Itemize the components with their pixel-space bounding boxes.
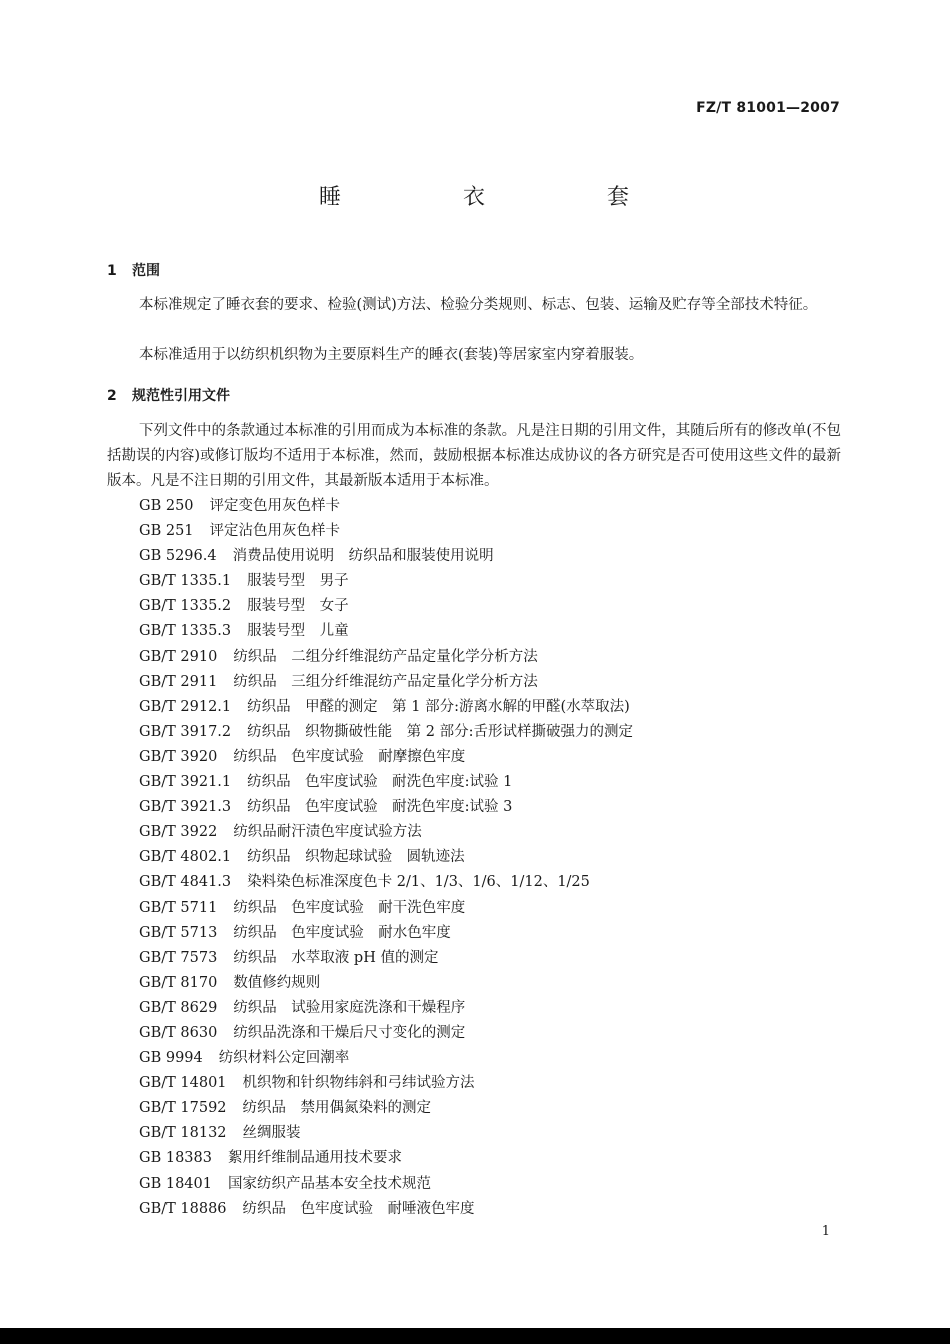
reference-item xyxy=(139,820,633,845)
reference-code: GB/T 14801 xyxy=(139,1075,227,1092)
reference-title: 絮用纤维制品通用技术要求 xyxy=(227,1150,402,1167)
reference-code: GB/T 7573 xyxy=(139,949,218,966)
reference-item xyxy=(139,594,633,619)
reference-title: 纺织品 二组分纤维混纺产品定量化学分析方法 xyxy=(233,648,538,665)
reference-title: 纺织品 色牢度试验 耐干洗色牢度 xyxy=(233,899,466,916)
reference-title: 纺织品 色牢度试验 耐洗色牢度:试验 3 xyxy=(247,799,513,816)
reference-code: GB/T 3921.1 xyxy=(139,774,232,791)
reference-title: 机织物和针织物纬斜和弓纬试验方法 xyxy=(242,1075,475,1092)
reference-code: GB/T 8629 xyxy=(139,999,218,1016)
reference-item xyxy=(139,770,633,795)
reference-item xyxy=(139,1096,633,1121)
paragraph-text: 本标准适用于以纺织机织物为主要原料生产的睡衣(套装)等居家室内穿着服装。 xyxy=(139,347,644,363)
reference-code: GB/T 5713 xyxy=(139,924,218,941)
reference-item xyxy=(139,1021,633,1046)
reference-title: 服装号型 儿童 xyxy=(247,623,349,640)
reference-code: GB/T 2911 xyxy=(139,673,218,690)
reference-title: 服装号型 女子 xyxy=(247,598,349,615)
reference-item xyxy=(139,745,633,770)
reference-code: GB/T 3921.3 xyxy=(139,799,232,816)
reference-title: 纺织品洗涤和干燥后尺寸变化的测定 xyxy=(233,1024,466,1041)
reference-title: 纺织品 色牢度试验 耐洗色牢度:试验 1 xyxy=(247,774,513,791)
reference-title: 评定变色用灰色样卡 xyxy=(209,498,341,514)
reference-item xyxy=(139,494,633,519)
reference-item xyxy=(139,1046,633,1071)
reference-item xyxy=(139,996,633,1021)
reference-code: GB/T 2910 xyxy=(139,648,218,665)
reference-code: GB 5296.4 xyxy=(139,548,217,565)
reference-code: GB/T 3920 xyxy=(139,748,218,765)
reference-title: 纺织品 试验用家庭洗涤和干燥程序 xyxy=(233,999,466,1016)
section-number: 2 xyxy=(107,388,117,404)
section-title: 范围 xyxy=(132,263,160,279)
reference-title: 消费品使用说明 纺织品和服装使用说明 xyxy=(232,548,494,565)
reference-item xyxy=(139,946,633,971)
section-2-heading xyxy=(107,385,230,405)
reference-title: 纺织品 色牢度试验 耐唾液色牢度 xyxy=(242,1200,475,1217)
reference-item xyxy=(139,1172,633,1197)
reference-item xyxy=(139,971,633,996)
reference-item xyxy=(139,870,633,895)
reference-title: 纺织品耐汗渍色牢度试验方法 xyxy=(233,824,422,841)
reference-title: 纺织品 三组分纤维混纺产品定量化学分析方法 xyxy=(233,673,538,690)
reference-item xyxy=(139,896,633,921)
reference-code: GB 251 xyxy=(139,523,194,540)
document-title: 睡 衣 套 xyxy=(318,185,679,210)
reference-code: GB/T 3922 xyxy=(139,824,218,841)
reference-item xyxy=(139,1197,633,1222)
reference-item xyxy=(139,569,633,594)
reference-code: GB/T 1335.2 xyxy=(139,598,232,615)
reference-title: 染料染色标准深度色卡 2/1、1/3、1/6、1/12、1/25 xyxy=(247,874,590,891)
reference-code: GB/T 8630 xyxy=(139,1024,218,1041)
reference-code: GB 9994 xyxy=(139,1050,203,1067)
reference-item xyxy=(139,544,633,569)
reference-item xyxy=(139,1146,633,1171)
paragraph-text: 本标准规定了睡衣套的要求、检验(测试)方法、检验分类规则、标志、包装、运输及贮存等全部技术特征。 xyxy=(139,297,818,313)
reference-item xyxy=(139,645,633,670)
reference-title: 纺织品 色牢度试验 耐摩擦色牢度 xyxy=(233,748,466,765)
reference-code: GB/T 1335.1 xyxy=(139,573,232,590)
reference-item xyxy=(139,720,633,745)
reference-code: GB/T 4802.1 xyxy=(139,849,232,866)
reference-item xyxy=(139,795,633,820)
section-1-paragraph-2 xyxy=(107,343,841,368)
reference-code: GB 18383 xyxy=(139,1150,212,1167)
reference-item xyxy=(139,1121,633,1146)
paragraph-text: 下列文件中的条款通过本标准的引用而成为本标准的条款。凡是注日期的引用文件，其随后所有的修改单(不包括勘误的内容)或修订版均不适用于本标准，然而，鼓励根据本标准达成协议的各方研究是否可使用这些文件的最新版本。凡是不注日期的引用文件，其最新版本适用于本标准。 xyxy=(107,423,841,489)
reference-title: 纺织品 色牢度试验 耐水色牢度 xyxy=(233,924,451,941)
reference-title: 纺织材料公定回潮率 xyxy=(218,1050,350,1067)
reference-item xyxy=(139,1071,633,1096)
reference-code: GB/T 17592 xyxy=(139,1100,227,1117)
reference-code: GB/T 18132 xyxy=(139,1125,227,1142)
section-number: 1 xyxy=(107,263,117,279)
reference-code: GB/T 18886 xyxy=(139,1200,227,1217)
reference-title: 丝绸服装 xyxy=(242,1125,301,1142)
reference-item xyxy=(139,519,633,544)
reference-item xyxy=(139,619,633,644)
reference-title: 评定沾色用灰色样卡 xyxy=(209,523,341,540)
reference-item xyxy=(139,845,633,870)
page-number: 1 xyxy=(821,1224,830,1239)
normative-references-list xyxy=(139,494,633,1222)
section-1-paragraph-1 xyxy=(107,293,841,318)
footer-bar xyxy=(0,1328,950,1344)
reference-title: 纺织品 织物起球试验 圆轨迹法 xyxy=(247,849,465,866)
reference-title: 服装号型 男子 xyxy=(247,573,349,590)
reference-code: GB/T 5711 xyxy=(139,899,218,916)
reference-title: 纺织品 织物撕破性能 第 2 部分:舌形试样撕破强力的测定 xyxy=(247,723,633,740)
reference-code: GB 18401 xyxy=(139,1175,212,1192)
reference-title: 纺织品 水萃取液 pH 值的测定 xyxy=(233,949,439,966)
reference-title: 数值修约规则 xyxy=(233,974,321,991)
reference-code: GB/T 1335.3 xyxy=(139,623,232,640)
reference-title: 纺织品 禁用偶氮染料的测定 xyxy=(242,1100,432,1117)
standard-code: FZ/T 81001—2007 xyxy=(696,100,840,116)
reference-title: 纺织品 甲醛的测定 第 1 部分:游离水解的甲醛(水萃取法) xyxy=(247,698,630,715)
reference-code: GB/T 8170 xyxy=(139,974,218,991)
reference-code: GB/T 3917.2 xyxy=(139,723,232,740)
reference-item xyxy=(139,670,633,695)
section-1-heading xyxy=(107,260,160,280)
reference-item xyxy=(139,695,633,720)
reference-code: GB/T 4841.3 xyxy=(139,874,232,891)
reference-code: GB/T 2912.1 xyxy=(139,698,232,715)
section-2-paragraph-1 xyxy=(107,419,841,494)
reference-title: 国家纺织产品基本安全技术规范 xyxy=(227,1175,431,1192)
reference-code: GB 250 xyxy=(139,498,194,514)
reference-item xyxy=(139,921,633,946)
section-title: 规范性引用文件 xyxy=(132,388,230,404)
